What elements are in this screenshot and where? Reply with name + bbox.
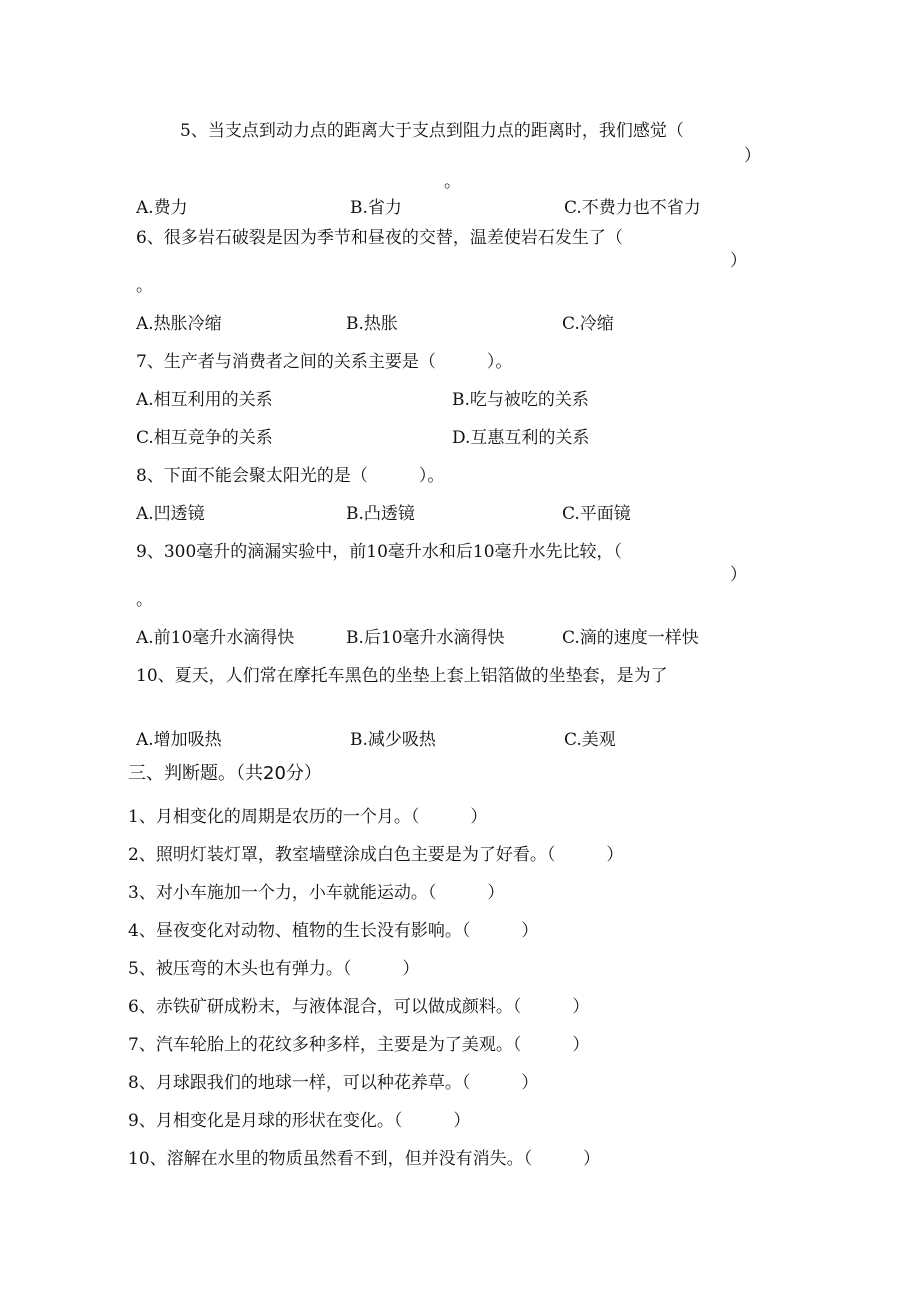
tf-item-1: 1、月相变化的周期是农历的一个月。（ ）	[128, 807, 488, 827]
q8-option-a: A.凹透镜	[136, 504, 205, 524]
q5-close-paren: ）	[744, 146, 761, 166]
q9-option-c: C.滴的速度一样快	[562, 628, 699, 648]
q9-option-a: A.前10毫升水滴得快	[136, 628, 295, 648]
q7-option-b: B.吃与被吃的关系	[452, 390, 589, 410]
tf-item-2: 2、照明灯装灯罩，教室墙壁涂成白色主要是为了好看。（ ）	[128, 845, 624, 865]
q5-option-c: C.不费力也不省力	[564, 198, 701, 218]
q5-end: 。	[444, 172, 461, 192]
tf-item-4: 4、昼夜变化对动物、植物的生长没有影响。（ ）	[128, 921, 539, 941]
q7-option-d: D.互惠互利的关系	[452, 428, 590, 448]
q5-option-a: A.费力	[136, 198, 188, 218]
q8-stem: 8、下面不能会聚太阳光的是（ ）。	[136, 466, 445, 486]
q10-option-c: C.美观	[564, 730, 616, 750]
q6-option-b: B.热胀	[346, 314, 398, 334]
q8-option-b: B.凸透镜	[346, 504, 415, 524]
q7-option-c: C.相互竞争的关系	[136, 428, 273, 448]
q7-option-a: A.相互利用的关系	[136, 390, 273, 410]
q6-option-c: C.冷缩	[562, 314, 614, 334]
q10-stem: 10、夏天，人们常在摩托车黑色的坐垫上套上铝箔做的坐垫套，是为了	[136, 666, 668, 686]
q5-option-b: B.省力	[350, 198, 402, 218]
tf-item-9: 9、月相变化是月球的形状在变化。（ ）	[128, 1111, 471, 1131]
tf-item-7: 7、汽车轮胎上的花纹多种多样，主要是为了美观。（ ）	[128, 1035, 590, 1055]
q9-close-paren: ）	[730, 565, 747, 585]
q6-stem: 6、很多岩石破裂是因为季节和昼夜的交替，温差使岩石发生了（	[136, 228, 623, 248]
q5-stem: 5、当支点到动力点的距离大于支点到阻力点的距离时，我们感觉（	[180, 121, 684, 141]
q7-stem: 7、生产者与消费者之间的关系主要是（ ）。	[136, 352, 513, 372]
tf-item-6: 6、赤铁矿研成粉末，与液体混合，可以做成颜料。（ ）	[128, 997, 590, 1017]
tf-item-10: 10、溶解在水里的物质虽然看不到，但并没有消失。（ ）	[128, 1149, 601, 1169]
q9-stem: 9、300毫升的滴漏实验中，前10毫升水和后10毫升水先比较，（	[136, 542, 623, 562]
q6-close-paren: ）	[730, 251, 747, 271]
q9-end: 。	[136, 590, 153, 610]
tf-item-5: 5、被压弯的木头也有弹力。（ ）	[128, 959, 420, 979]
tf-item-8: 8、月球跟我们的地球一样，可以种花养草。（ ）	[128, 1073, 539, 1093]
q10-option-b: B.减少吸热	[350, 730, 436, 750]
section3-heading: 三、判断题。（共20分）	[128, 763, 322, 784]
q9-option-b: B.后10毫升水滴得快	[346, 628, 505, 648]
q10-option-a: A.增加吸热	[136, 730, 222, 750]
q8-option-c: C.平面镜	[562, 504, 631, 524]
tf-item-3: 3、对小车施加一个力，小车就能运动。（ ）	[128, 883, 505, 903]
q6-end: 。	[136, 276, 153, 296]
q6-option-a: A.热胀冷缩	[136, 314, 222, 334]
